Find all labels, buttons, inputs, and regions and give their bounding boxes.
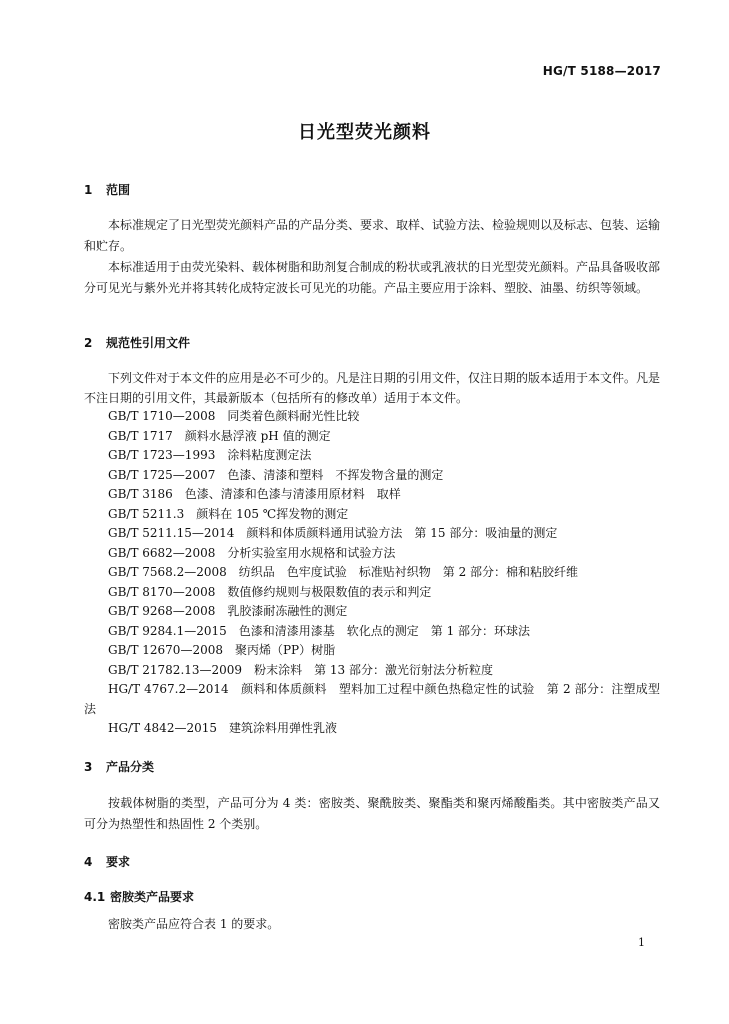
reference-item: HG/T 4767.2—2014 颜料和体质颜料 塑料加工过程中颜色热稳定性的试验 第 2 部分：注塑成型法 <box>84 682 660 716</box>
reference-item: GB/T 3186 色漆、清漆和色漆与清漆用原材料 取样 <box>108 487 401 501</box>
reference-item: GB/T 8170—2008 数值修约规则与极限数值的表示和判定 <box>108 584 432 599</box>
section-1-heading <box>84 181 130 198</box>
reference-item: GB/T 1717 颜料水悬浮液 pH 值的测定 <box>108 428 331 443</box>
section-number: 2 <box>84 336 93 350</box>
classification-paragraph: 按载体树脂的类型，产品可分为 4 类：密胺类、聚酰胺类、聚酯类和聚丙烯酸酯类。其中密胺类产品又可分为热塑性和热固性 2 个类别。 <box>84 796 660 831</box>
reference-item: GB/T 6682—2008 分析实验室用水规格和试验方法 <box>108 545 396 560</box>
melamine-requirement-paragraph: 密胺类产品应符合表 1 的要求。 <box>108 917 280 931</box>
reference-item: GB/T 9268—2008 乳胶漆耐冻融性的测定 <box>108 604 348 618</box>
references-intro: 下列文件对于本文件的应用是必不可少的。凡是注日期的引用文件，仅注日期的版本适用于本文件。凡是不注日期的引用文件，其最新版本（包括所有的修改单）适用于本文件。 <box>84 371 661 405</box>
document-title: 日光型荧光颜料 <box>298 122 431 143</box>
reference-item: GB/T 21782.13—2009 粉末涂料 第 13 部分：激光衍射法分析粒度 <box>108 662 493 677</box>
section-3-heading <box>84 758 154 775</box>
section-title: 规范性引用文件 <box>106 336 191 350</box>
section-2-heading <box>84 334 190 351</box>
reference-item: GB/T 5211.15—2014 颜料和体质颜料通用试验方法 第 15 部分：吸油量的测定 <box>108 526 558 540</box>
section-title: 产品分类 <box>106 760 155 774</box>
reference-item: GB/T 9284.1—2015 色漆和清漆用漆基 软化点的测定 第 1 部分：环球法 <box>108 623 531 638</box>
scope-paragraph-2: 本标准适用于由荧光染料、载体树脂和助剂复合制成的粉状或乳液状的日光型荧光颜料。产品具备吸收部分可见光与紫外光并将其转化成特定波长可见光的功能。产品主要应用于涂料、塑胶、油墨、纺织等领域。 <box>84 260 661 295</box>
scope-paragraph-1: 本标准规定了日光型荧光颜料产品的产品分类、要求、取样、试验方法、检验规则以及标志、包装、运输和贮存。 <box>84 218 661 253</box>
subsection-4-1-heading <box>84 888 194 905</box>
reference-item: GB/T 1723—1993 涂料粘度测定法 <box>108 448 312 462</box>
section-4-heading <box>84 853 130 870</box>
reference-item: HG/T 4842—2015 建筑涂料用弹性乳液 <box>108 721 337 735</box>
reference-item: GB/T 1725—2007 色漆、清漆和塑料 不挥发物含量的测定 <box>108 467 444 482</box>
reference-item: GB/T 1710—2008 同类着色颜料耐光性比较 <box>108 409 360 423</box>
reference-item: GB/T 7568.2—2008 纺织品 色牢度试验 标准贴衬织物 第 2 部分：棉和粘胶纤维 <box>108 565 579 579</box>
standard-code: HG/T 5188—2017 <box>542 64 661 78</box>
section-title: 范围 <box>106 183 131 197</box>
subsection-number: 4.1 <box>84 890 106 904</box>
reference-item: GB/T 5211.3 颜料在 105 ℃挥发物的测定 <box>108 506 349 521</box>
section-title: 要求 <box>106 855 131 869</box>
section-number: 1 <box>84 183 93 197</box>
page-number: 1 <box>638 936 645 949</box>
subsection-title: 密胺类产品要求 <box>110 890 195 904</box>
section-number: 3 <box>84 760 93 774</box>
section-number: 4 <box>84 855 93 869</box>
reference-item: GB/T 12670—2008 聚丙烯（PP）树脂 <box>108 643 336 657</box>
